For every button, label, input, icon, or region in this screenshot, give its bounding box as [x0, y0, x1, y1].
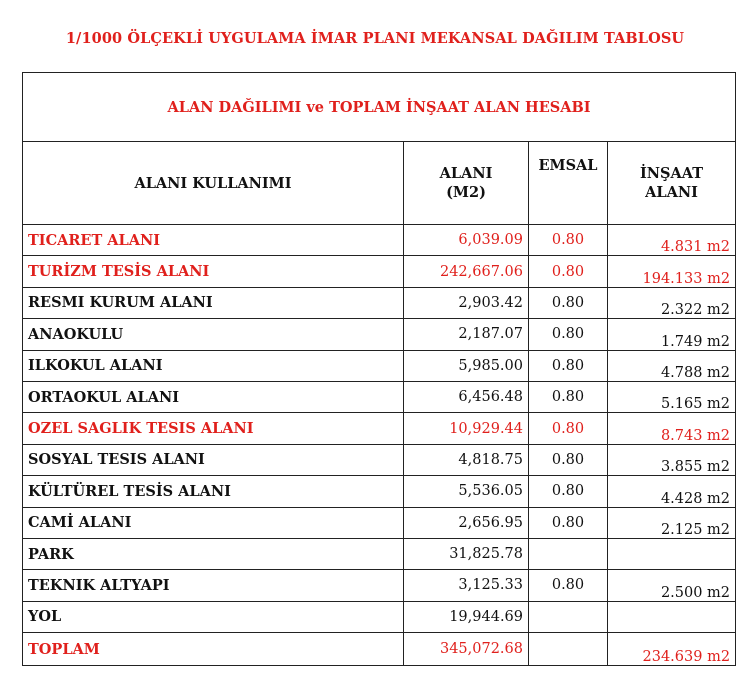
- insaat-cell: 4.831 m2: [608, 225, 736, 256]
- area-cell: 6,456.48: [404, 381, 529, 412]
- area-cell: 2,656.95: [404, 507, 529, 538]
- header-insaat-line2: ALANI: [645, 184, 698, 201]
- insaat-cell: 1.749 m2: [608, 319, 736, 350]
- header-insaat: [608, 142, 736, 225]
- usage-name-cell: YOL: [23, 601, 404, 632]
- table-row: [23, 350, 736, 381]
- emsal-cell: 0.80: [529, 507, 608, 538]
- emsal-cell: 0.80: [529, 319, 608, 350]
- emsal-cell: 0.80: [529, 350, 608, 381]
- table-row: [23, 256, 736, 287]
- area-cell: 19,944.69: [404, 601, 529, 632]
- table-banner: ALAN DAĞILIMI ve TOPLAM İNŞAAT ALAN HESABI: [23, 73, 736, 142]
- usage-name-cell: PARK: [23, 538, 404, 569]
- emsal-cell: 0.80: [529, 570, 608, 601]
- emsal-cell: 0.80: [529, 225, 608, 256]
- emsal-cell: 0.80: [529, 444, 608, 475]
- area-cell: 242,667.06: [404, 256, 529, 287]
- table-row: [23, 287, 736, 318]
- insaat-cell: [608, 601, 736, 632]
- header-area-line2: (M2): [446, 184, 486, 201]
- insaat-cell: 5.165 m2: [608, 381, 736, 412]
- table-row: [23, 476, 736, 507]
- emsal-cell: [529, 538, 608, 569]
- header-emsal: EMSAL: [529, 142, 608, 225]
- table-row: [23, 444, 736, 475]
- area-cell: 6,039.09: [404, 225, 529, 256]
- total-row: [23, 633, 736, 666]
- usage-name-cell: ANAOKULU: [23, 319, 404, 350]
- insaat-cell: [608, 538, 736, 569]
- insaat-cell: 3.855 m2: [608, 444, 736, 475]
- area-cell: 2,187.07: [404, 319, 529, 350]
- insaat-cell: 4.788 m2: [608, 350, 736, 381]
- usage-name-cell: OZEL SAGLIK TESIS ALANI: [23, 413, 404, 444]
- emsal-cell: 0.80: [529, 413, 608, 444]
- area-cell: 3,125.33: [404, 570, 529, 601]
- emsal-cell: 0.80: [529, 476, 608, 507]
- area-cell: 4,818.75: [404, 444, 529, 475]
- page-title: 1/1000 ÖLÇEKLİ UYGULAMA İMAR PLANI MEKANSAL DAĞILIM TABLOSU: [65, 30, 685, 47]
- header-usage: ALANI KULLANIMI: [23, 142, 404, 225]
- header-area-line1: ALANI: [439, 165, 493, 182]
- insaat-cell: 194.133 m2: [608, 256, 736, 287]
- area-cell: 5,536.05: [404, 476, 529, 507]
- table-row: [23, 225, 736, 256]
- insaat-cell: 8.743 m2: [608, 413, 736, 444]
- area-cell: 5,985.00: [404, 350, 529, 381]
- emsal-cell: 0.80: [529, 287, 608, 318]
- insaat-cell: 2.125 m2: [608, 507, 736, 538]
- usage-name-cell: ILKOKUL ALANI: [23, 350, 404, 381]
- table-row: [23, 570, 736, 601]
- total-insaat-cell: 234.639 m2: [608, 633, 736, 666]
- area-cell: 31,825.78: [404, 538, 529, 569]
- usage-name-cell: CAMİ ALANI: [23, 507, 404, 538]
- total-area-cell: 345,072.68: [404, 633, 529, 666]
- area-cell: 10,929.44: [404, 413, 529, 444]
- table-row: [23, 319, 736, 350]
- insaat-cell: 4.428 m2: [608, 476, 736, 507]
- usage-name-cell: TICARET ALANI: [23, 225, 404, 256]
- table-row: [23, 538, 736, 569]
- total-emsal-cell: [529, 633, 608, 666]
- usage-name-cell: RESMI KURUM ALANI: [23, 287, 404, 318]
- table-row: [23, 601, 736, 632]
- emsal-cell: [529, 601, 608, 632]
- area-cell: 2,903.42: [404, 287, 529, 318]
- header-area: [404, 142, 529, 225]
- usage-name-cell: KÜLTÜREL TESİS ALANI: [23, 476, 404, 507]
- usage-name-cell: SOSYAL TESIS ALANI: [23, 444, 404, 475]
- emsal-cell: 0.80: [529, 381, 608, 412]
- table-row: [23, 507, 736, 538]
- emsal-cell: 0.80: [529, 256, 608, 287]
- table-row: [23, 381, 736, 412]
- insaat-cell: 2.322 m2: [608, 287, 736, 318]
- usage-name-cell: TURİZM TESİS ALANI: [23, 256, 404, 287]
- table-row: [23, 413, 736, 444]
- insaat-cell: 2.500 m2: [608, 570, 736, 601]
- header-insaat-line1: İNŞAAT: [640, 165, 704, 182]
- area-distribution-table: [22, 72, 736, 666]
- usage-name-cell: TEKNIK ALTYAPI: [23, 570, 404, 601]
- total-label-cell: TOPLAM: [23, 633, 404, 666]
- usage-name-cell: ORTAOKUL ALANI: [23, 381, 404, 412]
